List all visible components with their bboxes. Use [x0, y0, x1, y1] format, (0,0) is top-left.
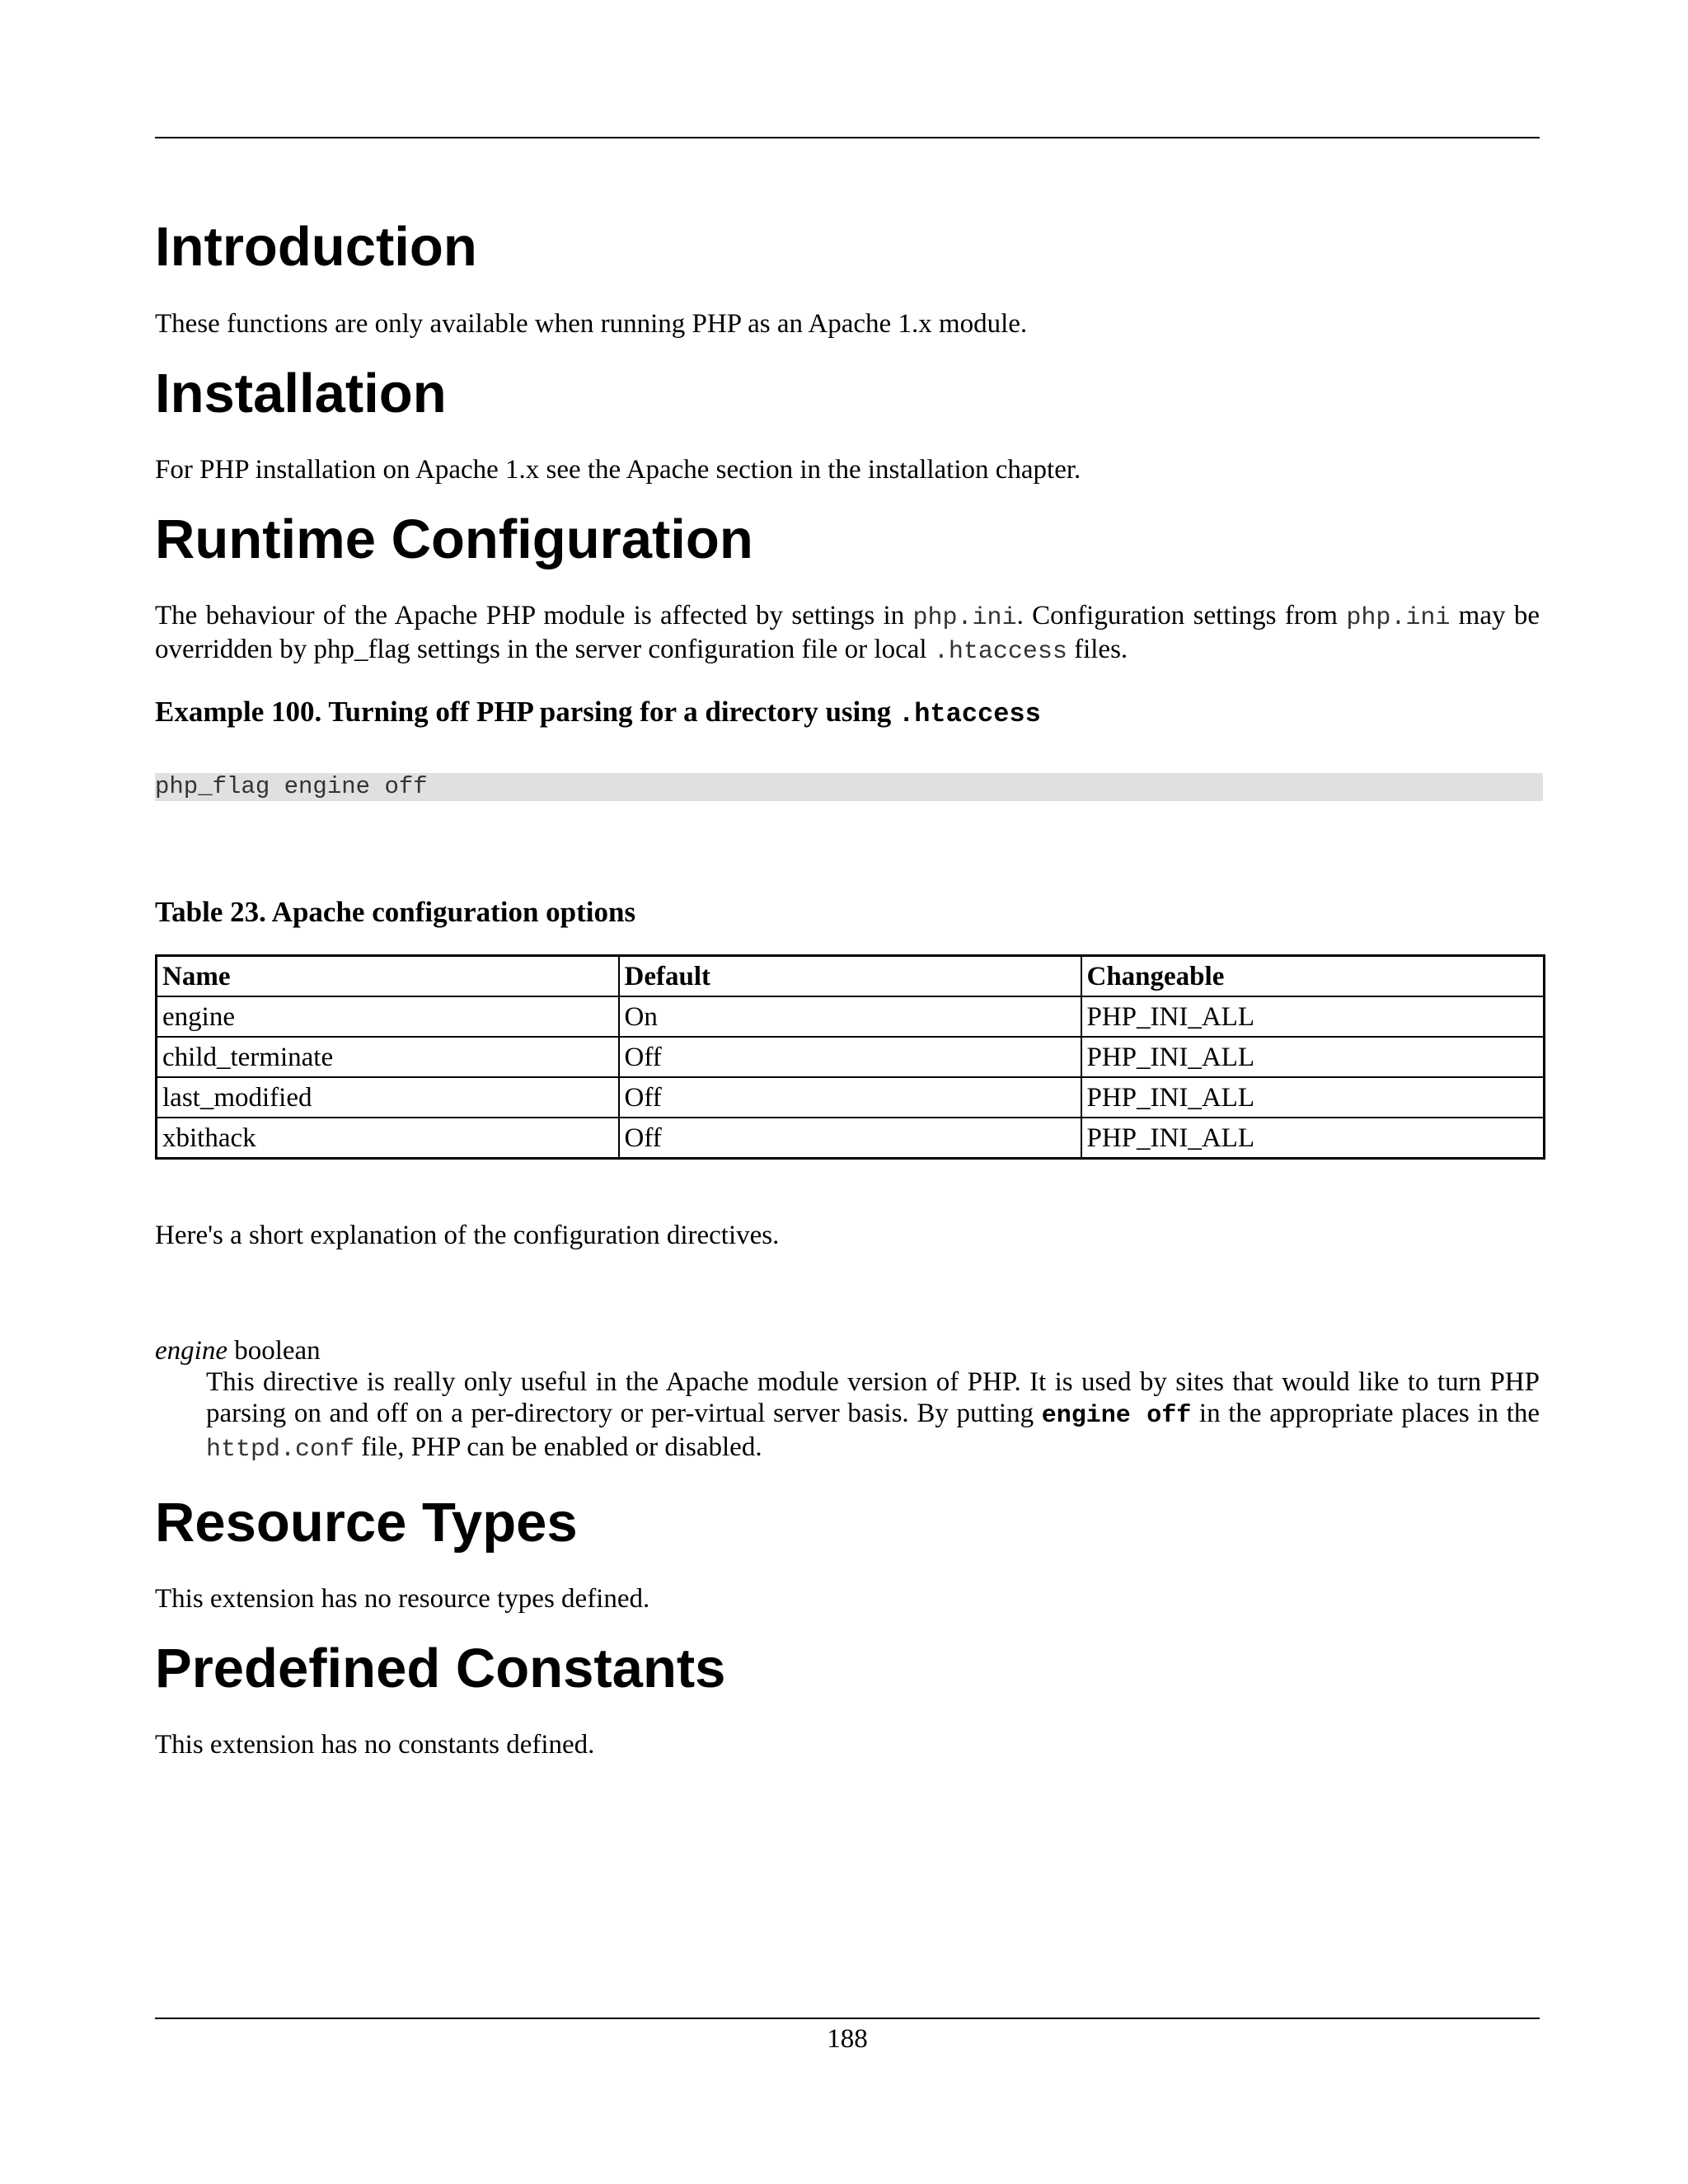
example-title — [155, 696, 1041, 731]
table-cell: xbithack — [157, 1118, 619, 1159]
heading-runtime-configuration: Runtime Configuration — [155, 509, 753, 570]
directive-desc-part: This directive is really only useful in the Apache module version of PHP. It is used by sites that would like to turn PHP parsing on and off on a per-directory or per-virtual server basis. By putting — [206, 1367, 1540, 1428]
table-cell: Off — [619, 1118, 1081, 1159]
php-ini-code: php.ini — [912, 604, 1017, 632]
table-header-name: Name — [157, 956, 619, 997]
constants-text: This extension has no constants defined. — [155, 1730, 595, 1760]
directive-name: engine — [155, 1336, 227, 1366]
example-title-code: .htaccess — [898, 699, 1041, 729]
directive-list — [155, 1335, 1540, 1465]
config-options-table — [155, 954, 1545, 1160]
table-cell: PHP_INI_ALL — [1081, 996, 1545, 1037]
explanation-intro: Here's a short explanation of the configuration directives. — [155, 1221, 780, 1250]
example-title-text: Example 100. Turning off PHP parsing for a directory using — [155, 696, 898, 728]
table-cell: PHP_INI_ALL — [1081, 1118, 1545, 1159]
heading-predefined-constants: Predefined Constants — [155, 1638, 726, 1699]
runtime-text-part: The behaviour of the Apache PHP module is affected by settings in — [155, 601, 913, 630]
table-cell: Off — [619, 1077, 1081, 1118]
directive-term — [155, 1335, 1540, 1366]
introduction-text: These functions are only available when running PHP as an Apache 1.x module. — [155, 309, 1028, 339]
table-row — [157, 1118, 1545, 1159]
document-page — [155, 0, 1540, 2184]
directive-desc-part: in the appropriate places in the — [1191, 1399, 1540, 1428]
installation-text: For PHP installation on Apache 1.x see the Apache section in the installation chapter. — [155, 455, 1081, 485]
table-cell: Off — [619, 1037, 1081, 1077]
runtime-text-part: files. — [1067, 635, 1128, 664]
table-cell: PHP_INI_ALL — [1081, 1037, 1545, 1077]
table-row — [157, 1077, 1545, 1118]
directive-description — [206, 1366, 1540, 1465]
httpd-conf-code: httpd.conf — [206, 1436, 355, 1464]
table-header-changeable: Changeable — [1081, 956, 1545, 997]
table-cell: last_modified — [157, 1077, 619, 1118]
table-row — [157, 996, 1545, 1037]
table-title: Table 23. Apache configuration options — [155, 896, 636, 928]
heading-resource-types: Resource Types — [155, 1492, 578, 1554]
table-header-row — [157, 956, 1545, 997]
example-code-block: php_flag engine off — [155, 773, 1543, 801]
table-row — [157, 1037, 1545, 1077]
engine-off-code: engine off — [1041, 1402, 1192, 1430]
runtime-text-part: . Configuration settings from — [1016, 601, 1347, 630]
directive-type: boolean — [227, 1336, 321, 1366]
table-cell: PHP_INI_ALL — [1081, 1077, 1545, 1118]
htaccess-code: .htaccess — [933, 638, 1067, 666]
footer-rule — [155, 2018, 1540, 2019]
table-cell: On — [619, 996, 1081, 1037]
table-cell: engine — [157, 996, 619, 1037]
heading-introduction: Introduction — [155, 216, 477, 278]
directive-desc-part: file, PHP can be enabled or disabled. — [354, 1432, 762, 1462]
php-ini-code: php.ini — [1346, 604, 1451, 632]
header-rule — [155, 137, 1540, 138]
table-cell: child_terminate — [157, 1037, 619, 1077]
page-number: 188 — [827, 2024, 868, 2054]
table-header-default: Default — [619, 956, 1081, 997]
runtime-text-part: may be overridden by php_flag settings in the server configuration file or local — [155, 601, 1540, 664]
heading-installation: Installation — [155, 363, 447, 424]
resource-types-text: This extension has no resource types defined. — [155, 1584, 650, 1614]
runtime-text — [155, 600, 1540, 668]
